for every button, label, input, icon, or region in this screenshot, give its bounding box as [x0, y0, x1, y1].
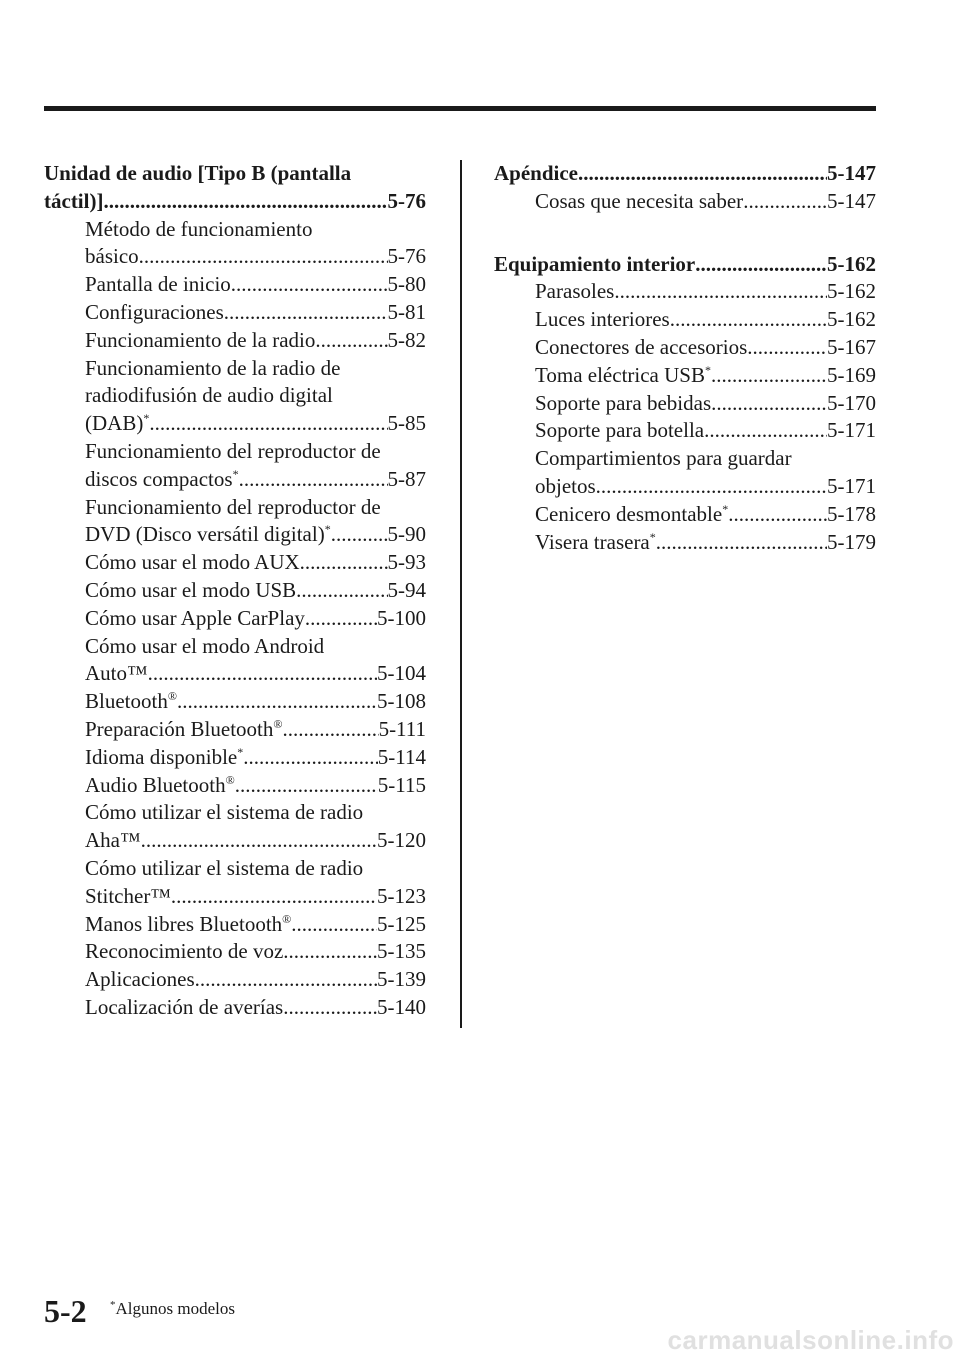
- some-models-mark: *: [232, 466, 239, 481]
- toc-entry[interactable]: [44, 327, 426, 355]
- toc-entry-title-line2: básico: [85, 244, 139, 269]
- toc-entry-title-line2: Stitcher™: [85, 883, 171, 908]
- some-models-mark: *: [649, 529, 656, 544]
- dot-leader: [235, 772, 378, 800]
- registered-mark: ®: [273, 716, 283, 731]
- toc-entry[interactable]: [44, 994, 426, 1022]
- toc-entry[interactable]: [44, 799, 426, 855]
- dot-leader: [614, 278, 827, 306]
- toc-entry-title: Audio Bluetooth: [85, 772, 226, 797]
- toc-entry-title-line2: Aha™: [85, 828, 141, 853]
- toc-page-number: 5-87: [387, 466, 426, 491]
- toc-entry[interactable]: [44, 966, 426, 994]
- registered-mark: ®: [167, 689, 177, 704]
- toc-entry[interactable]: [44, 438, 426, 494]
- toc-page-number: 5-169: [827, 362, 876, 387]
- toc-entry[interactable]: [44, 911, 426, 939]
- toc-entry-title-line1: Cómo utilizar el sistema de radio: [85, 855, 364, 880]
- toc-section-interior-equipment[interactable]: [494, 251, 876, 279]
- toc-section-title: Equipamiento interior: [494, 251, 696, 276]
- toc-section-audio-unit[interactable]: [44, 160, 426, 216]
- toc-left-column: [44, 160, 426, 1022]
- section-gap: [494, 216, 876, 251]
- dot-leader: [239, 466, 388, 494]
- dot-leader: [291, 911, 377, 939]
- toc-entry[interactable]: [44, 688, 426, 716]
- toc-entry-title: Cómo usar Apple CarPlay: [85, 605, 305, 630]
- toc-page-number: 5-167: [827, 334, 876, 359]
- toc-page-number: 5-125: [377, 911, 426, 936]
- toc-entry-title: Pantalla de inicio: [85, 272, 231, 297]
- toc-entry[interactable]: [44, 633, 426, 689]
- dot-leader: [711, 390, 827, 418]
- toc-entry-title-line2: Auto™: [85, 661, 148, 686]
- toc-page-number: 5-104: [377, 661, 426, 686]
- toc-entry-title: Manos libres Bluetooth: [85, 911, 283, 936]
- dot-leader: [300, 549, 388, 577]
- some-models-mark: *: [324, 522, 331, 537]
- toc-page-number: 5-100: [377, 605, 426, 630]
- toc-entry-title: Cosas que necesita saber: [535, 188, 744, 213]
- some-models-mark: *: [722, 501, 729, 516]
- toc-entry-title: Luces interiores: [535, 307, 670, 332]
- toc-entry-title-line2: radiodifusión de audio digital: [85, 383, 333, 408]
- toc-entry-title-line1: Funcionamiento del reproductor de: [85, 438, 381, 463]
- top-rule: [44, 106, 876, 111]
- toc-page-number: 5-80: [387, 272, 426, 297]
- toc-entry-title: Visera trasera: [535, 529, 650, 554]
- toc-entry-title: Conectores de accesorios: [535, 334, 748, 359]
- dot-leader: [149, 410, 387, 438]
- dot-leader: [704, 417, 827, 445]
- toc-entry-title: Bluetooth: [85, 689, 168, 714]
- dot-leader: [103, 188, 387, 216]
- toc-entry-title-line1: Cómo utilizar el sistema de radio: [85, 800, 364, 825]
- dot-leader: [148, 660, 377, 688]
- dot-leader: [283, 716, 379, 744]
- toc-entry-title: Aplicaciones: [85, 967, 195, 992]
- toc-entry[interactable]: [494, 334, 876, 362]
- toc-page-number: 5-111: [378, 716, 426, 741]
- dot-leader: [231, 271, 388, 299]
- toc-entry-title: Idioma disponible: [85, 744, 238, 769]
- toc-entry[interactable]: [44, 855, 426, 911]
- watermark: carmanualsonline.info: [667, 1325, 954, 1355]
- toc-entry[interactable]: [44, 299, 426, 327]
- dot-leader: [331, 521, 388, 549]
- registered-mark: ®: [225, 772, 235, 787]
- dot-leader: [224, 299, 388, 327]
- toc-entry[interactable]: [44, 271, 426, 299]
- toc-entry-title: Cómo usar el modo USB: [85, 577, 297, 602]
- toc-entry[interactable]: [44, 355, 426, 438]
- dot-leader: [243, 744, 378, 772]
- toc-entry-title: Reconocimiento de voz: [85, 939, 284, 964]
- toc-entry[interactable]: [494, 278, 876, 306]
- toc-page-number: 5-179: [827, 529, 876, 554]
- toc-entry-title: Soporte para bebidas: [535, 390, 712, 415]
- toc-page-number: 5-85: [387, 411, 426, 436]
- some-models-mark: *: [143, 411, 150, 426]
- toc-entry-title-line1: Funcionamiento de la radio de: [85, 355, 341, 380]
- toc-section-title-line1: Unidad de audio [Tipo B (pantalla: [44, 161, 352, 185]
- toc-entry-title-line1: Cómo usar el modo Android: [85, 633, 325, 658]
- toc-entry-title-line1: Método de funcionamiento: [85, 216, 313, 241]
- toc-entry[interactable]: [494, 306, 876, 334]
- toc-entry-title-line1: Funcionamiento del reproductor de: [85, 494, 381, 519]
- toc-page-number: 5-162: [827, 251, 876, 276]
- toc-page-number: 5-114: [377, 744, 426, 769]
- dot-leader: [283, 994, 377, 1022]
- toc-entry[interactable]: [494, 529, 876, 557]
- dot-leader: [578, 160, 827, 188]
- toc-entry-title: Parasoles: [535, 279, 615, 304]
- footnote: [110, 1299, 235, 1319]
- toc-page-number: 5-93: [387, 550, 426, 575]
- toc-page-number: 5-82: [387, 327, 426, 352]
- dot-leader: [296, 577, 387, 605]
- some-models-mark: *: [704, 362, 711, 377]
- toc-entry[interactable]: [494, 445, 876, 501]
- toc-page-number: 5-170: [827, 390, 876, 415]
- toc-page-number: 5-90: [387, 522, 426, 547]
- toc-entry-title: Cenicero desmontable: [535, 501, 723, 526]
- toc-section-title: Apéndice: [494, 161, 578, 185]
- dot-leader: [695, 251, 827, 279]
- dot-leader: [141, 827, 377, 855]
- toc-entry-title: Toma eléctrica USB: [535, 362, 705, 387]
- dot-leader: [171, 883, 377, 911]
- toc-entry[interactable]: [44, 938, 426, 966]
- dot-leader: [315, 327, 387, 355]
- some-models-mark: *: [237, 744, 244, 759]
- toc-entry-title-line1: Compartimientos para guardar: [535, 446, 792, 471]
- toc-right-column: [494, 160, 876, 556]
- dot-leader: [747, 334, 827, 362]
- dot-leader: [656, 529, 827, 557]
- footnote-text: Algunos modelos: [115, 1299, 235, 1318]
- toc-section-appendix[interactable]: [494, 160, 876, 188]
- dot-leader: [283, 938, 377, 966]
- toc-page-number: 5-139: [377, 967, 426, 992]
- dot-leader: [711, 362, 827, 390]
- toc-entry-title: Soporte para botella: [535, 418, 705, 443]
- toc-entry-title: Configuraciones: [85, 299, 224, 324]
- dot-leader: [596, 473, 827, 501]
- toc-page-number: 5-140: [377, 994, 426, 1019]
- toc-page-number: 5-162: [827, 279, 876, 304]
- toc-entry-title: Localización de averías: [85, 994, 284, 1019]
- toc-page-number: 5-123: [377, 883, 426, 908]
- toc-entry[interactable]: [44, 605, 426, 633]
- toc-page-number: 5-147: [827, 188, 876, 213]
- toc-entry[interactable]: [494, 501, 876, 529]
- toc-page-number: 5-94: [387, 577, 426, 602]
- toc-entry[interactable]: [44, 494, 426, 550]
- dot-leader: [195, 966, 377, 994]
- dot-leader: [670, 306, 827, 334]
- toc-entry[interactable]: [494, 417, 876, 445]
- dot-leader: [305, 605, 377, 633]
- toc-page-number: 5-76: [387, 244, 426, 269]
- footnote-mark: *: [110, 1299, 116, 1311]
- toc-entry[interactable]: [44, 216, 426, 272]
- toc-entry-title-line3: (DAB): [85, 411, 144, 436]
- toc-entry[interactable]: [44, 744, 426, 772]
- toc-entry[interactable]: [44, 772, 426, 800]
- toc-entry-title-line2: objetos: [535, 473, 596, 498]
- toc-page-number: 5-115: [377, 772, 426, 797]
- toc-page-number: 5-171: [827, 418, 876, 443]
- toc-page-number: 5-178: [827, 501, 876, 526]
- toc-page-number: 5-76: [387, 188, 426, 213]
- toc-page-number: 5-81: [387, 299, 426, 324]
- toc-entry-title-line2: discos compactos: [85, 466, 233, 491]
- toc-page-number: 5-120: [377, 828, 426, 853]
- toc-entry[interactable]: [494, 390, 876, 418]
- dot-leader: [139, 243, 388, 271]
- toc-entry-title: Preparación Bluetooth: [85, 716, 274, 741]
- dot-leader: [728, 501, 827, 529]
- registered-mark: ®: [282, 911, 292, 926]
- toc-page-number: 5-171: [827, 473, 876, 498]
- toc-entry[interactable]: [44, 549, 426, 577]
- toc-entry[interactable]: [494, 362, 876, 390]
- toc-page-number: 5-162: [827, 307, 876, 332]
- toc-page-number: 5-135: [377, 939, 426, 964]
- dot-leader: [743, 188, 827, 216]
- page-number: 5-2: [44, 1293, 87, 1329]
- toc-entry[interactable]: [494, 188, 876, 216]
- toc-entry[interactable]: [44, 577, 426, 605]
- toc-entry-title: Cómo usar el modo AUX: [85, 550, 300, 575]
- toc-entry-title-line2: DVD (Disco versátil digital): [85, 522, 325, 547]
- toc-section-title-line2: táctil)]: [44, 188, 104, 213]
- toc-page-number: 5-147: [827, 161, 876, 185]
- toc-page-number: 5-108: [377, 689, 426, 714]
- toc-entry[interactable]: [44, 716, 426, 744]
- toc-entry-title: Funcionamiento de la radio: [85, 327, 316, 352]
- column-divider: [460, 160, 462, 1028]
- dot-leader: [177, 688, 377, 716]
